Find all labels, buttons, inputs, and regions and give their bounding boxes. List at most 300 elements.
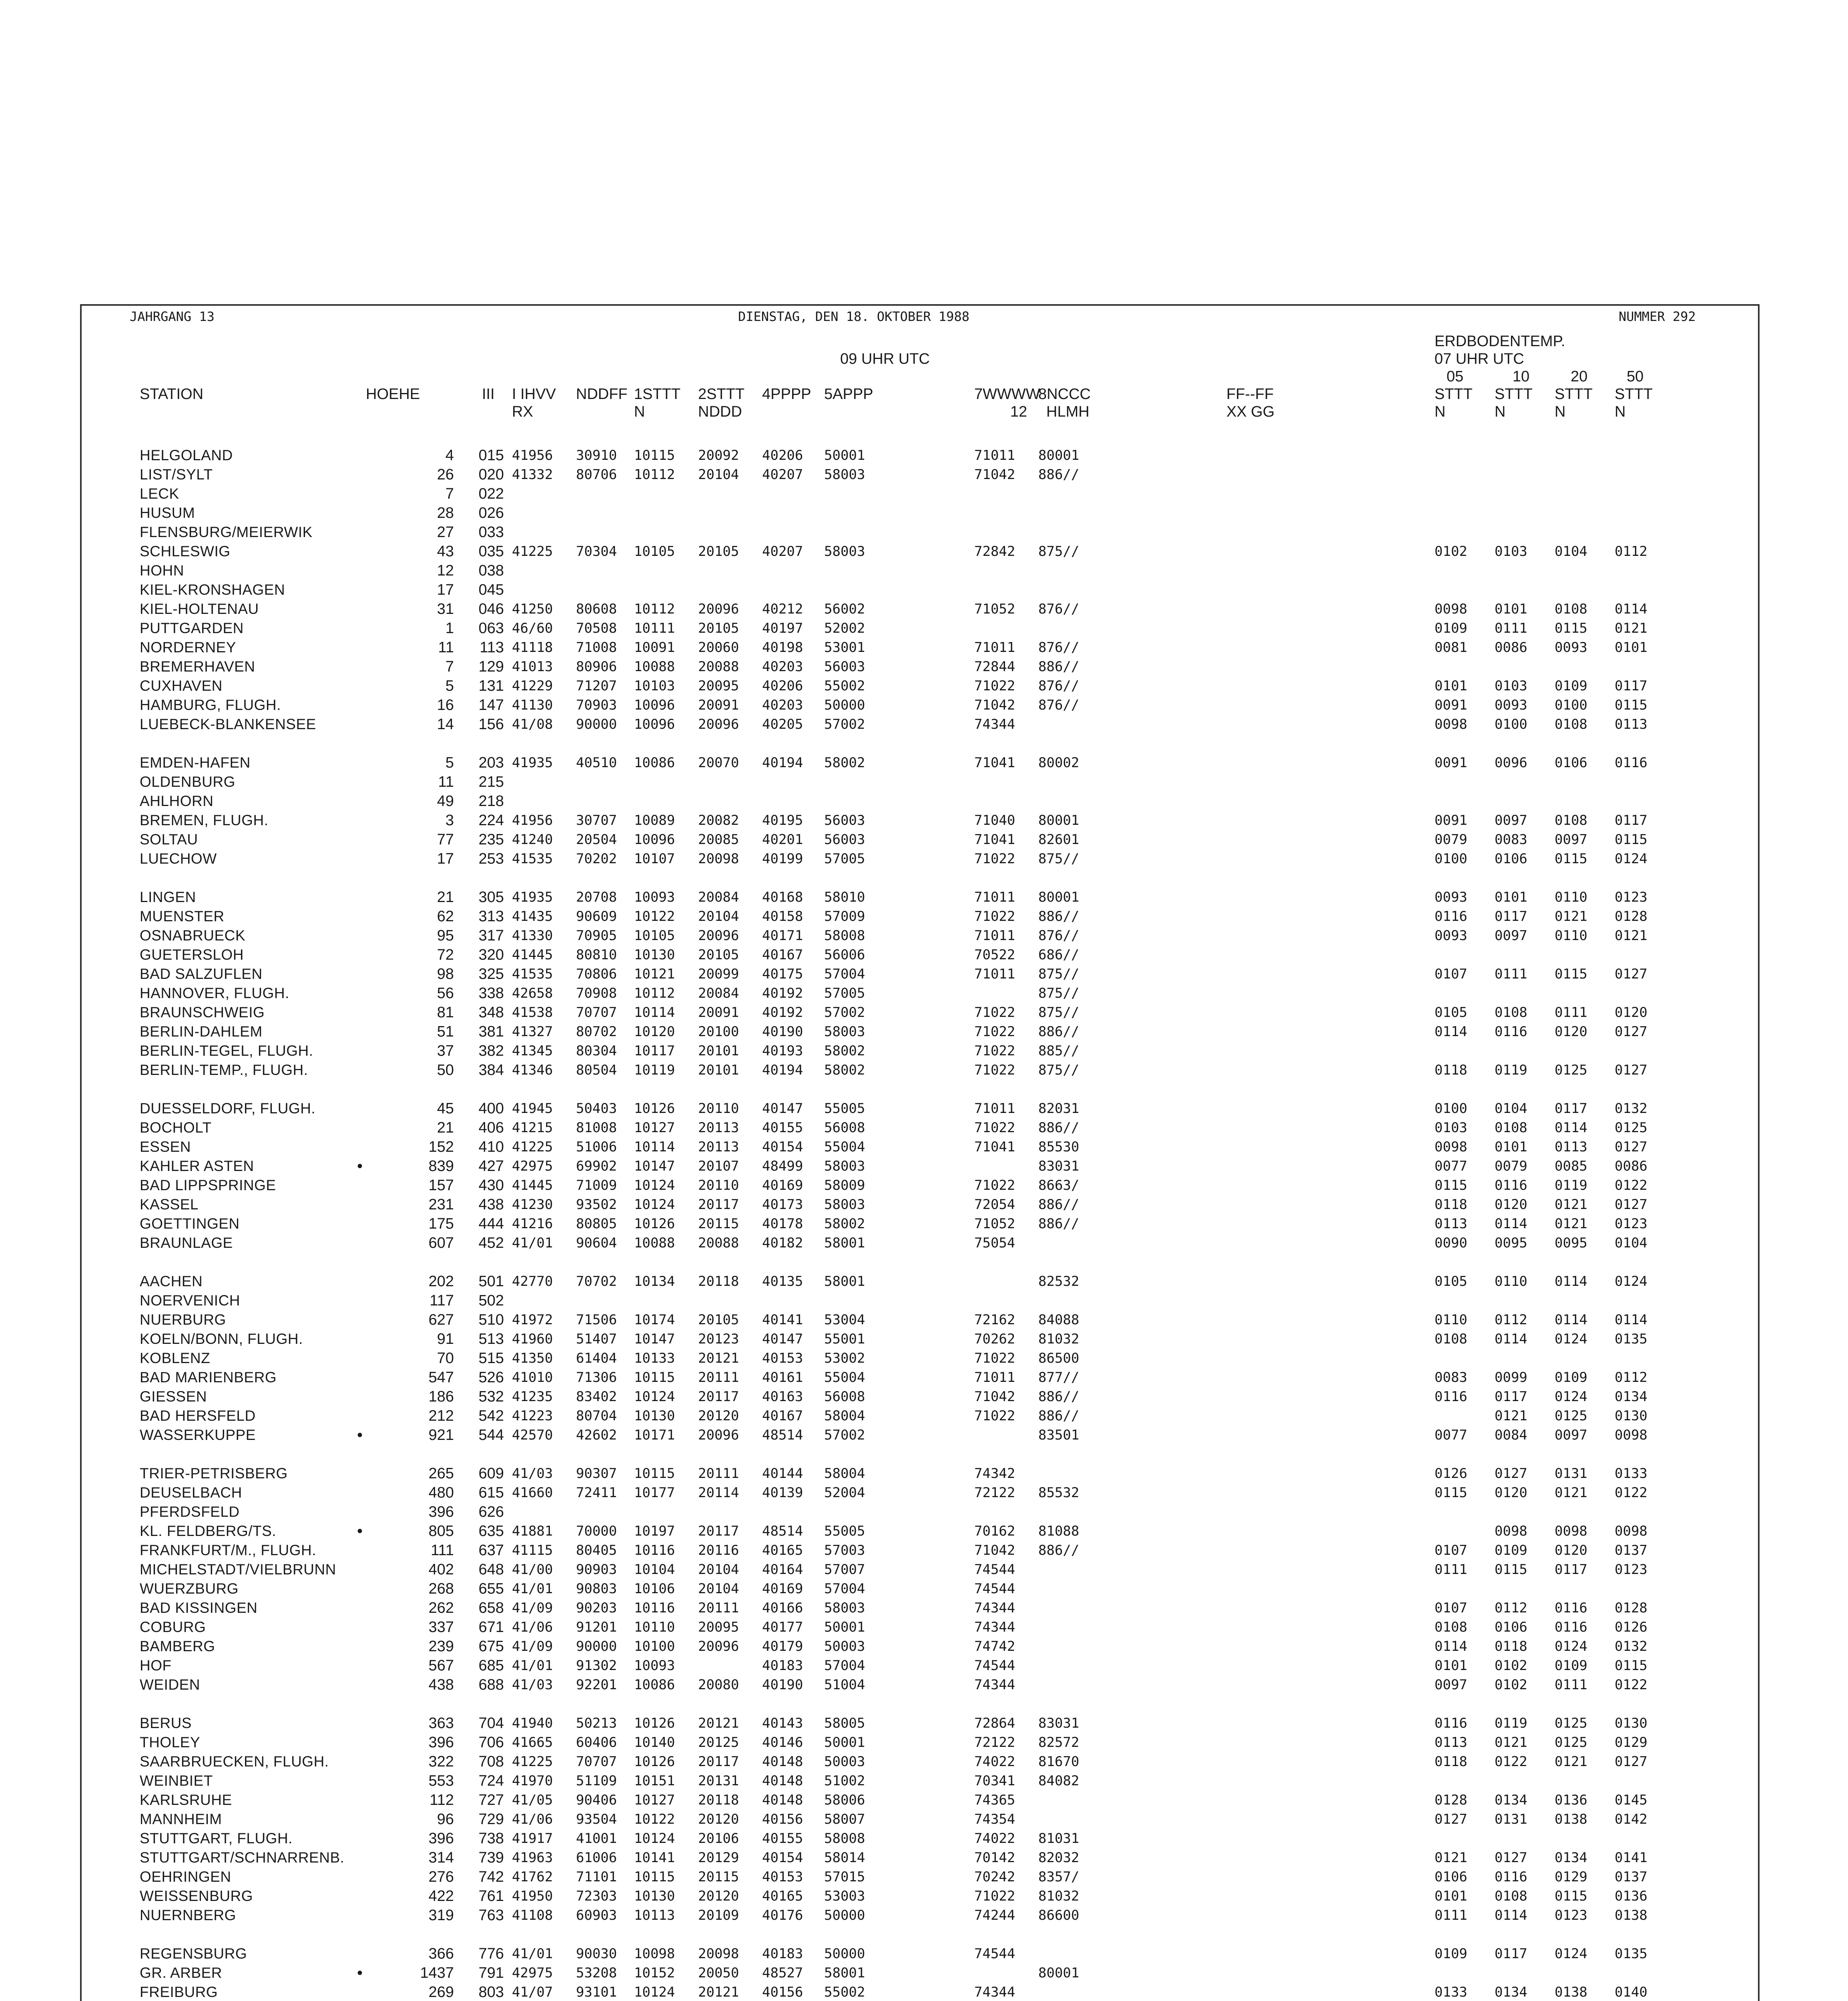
cell-c6: 58003: [824, 1197, 865, 1213]
cell-c1: 42770: [512, 1273, 553, 1289]
cell-s4: 0137: [1615, 1542, 1647, 1558]
station-height: 212: [428, 1408, 454, 1424]
station-index: 452: [478, 1235, 504, 1251]
station-height: 96: [437, 1811, 454, 1828]
table-row: [82, 1944, 1758, 1963]
cell-c3: 10105: [634, 928, 675, 944]
cell-c6: 56002: [824, 601, 865, 617]
station-index: 020: [478, 466, 504, 483]
cell-c8: 85530: [1038, 1139, 1080, 1155]
cell-c1: 41230: [512, 1197, 553, 1213]
station-index: 203: [478, 754, 504, 771]
cell-c1: 41535: [512, 966, 553, 982]
station-name: REGENSBURG: [140, 1945, 247, 1962]
cell-c8: 886//: [1038, 908, 1080, 924]
cell-c5: 40141: [762, 1312, 803, 1328]
station-index: 742: [478, 1869, 504, 1885]
station-height: 480: [428, 1484, 454, 1501]
cell-s2: 0114: [1495, 1216, 1527, 1232]
cell-c4: 20116: [698, 1542, 739, 1558]
cell-c6: 58003: [824, 467, 865, 483]
cell-s3: 0138: [1555, 1811, 1587, 1827]
station-name: KOBLENZ: [140, 1350, 211, 1366]
cell-c4: 20085: [698, 832, 739, 848]
cell-s3: 0124: [1555, 1389, 1587, 1405]
cell-s4: 0117: [1615, 678, 1647, 694]
station-height: 363: [428, 1715, 454, 1732]
cell-c3: 10110: [634, 1619, 675, 1635]
cell-c7: 72162: [974, 1312, 1015, 1328]
table-row: [82, 1752, 1758, 1771]
cell-c4: 20110: [698, 1101, 739, 1117]
cell-s4: 0127: [1615, 1024, 1647, 1040]
cell-c3: 10119: [634, 1062, 675, 1078]
cell-s1: 0083: [1435, 1369, 1467, 1385]
cell-s2: 0079: [1495, 1158, 1527, 1174]
cell-c3: 10124: [634, 1197, 675, 1213]
cell-c7: 71011: [974, 447, 1015, 463]
cell-s1: 0101: [1435, 678, 1467, 694]
cell-c5: 40167: [762, 1408, 803, 1424]
cell-c8: 886//: [1038, 1408, 1080, 1424]
cell-c3: 10089: [634, 812, 675, 828]
cell-c2: 51407: [576, 1331, 617, 1347]
table-row: [82, 503, 1758, 523]
station-index: 147: [478, 697, 504, 714]
station-index: 305: [478, 889, 504, 906]
cell-c8: 80001: [1038, 1965, 1080, 1981]
cell-c6: 50001: [824, 1734, 865, 1750]
cell-s1: 0133: [1435, 1984, 1467, 2000]
cell-c2: 80702: [576, 1024, 617, 1040]
station-height: 276: [428, 1869, 454, 1885]
cell-c1: 41223: [512, 1408, 553, 1424]
cell-s3: 0138: [1555, 1984, 1587, 2000]
cell-c1: 41940: [512, 1715, 553, 1731]
cell-c5: 48527: [762, 1965, 803, 1981]
cell-s3: 0121: [1555, 1216, 1587, 1232]
cell-c6: 58008: [824, 928, 865, 944]
table-row: [82, 1387, 1758, 1406]
station-index: 113: [480, 639, 504, 656]
station-height: 422: [428, 1888, 454, 1905]
cell-c1: 41960: [512, 1331, 553, 1347]
cell-c8: 886//: [1038, 1216, 1080, 1232]
cell-c4: 20104: [698, 467, 739, 483]
station-height: 112: [429, 1792, 454, 1809]
station-index: 038: [478, 562, 504, 579]
station-name: AACHEN: [140, 1273, 203, 1289]
station-index: 410: [478, 1139, 504, 1155]
cell-c8: 886//: [1038, 467, 1080, 483]
cell-c2: 80504: [576, 1062, 617, 1078]
cell-s3: 0125: [1555, 1408, 1587, 1424]
cell-c4: 20113: [698, 1120, 739, 1136]
station-height: 28: [437, 505, 454, 521]
cell-c8: 82031: [1038, 1101, 1080, 1117]
cell-c6: 57009: [824, 908, 865, 924]
cell-c7: 71022: [974, 1043, 1015, 1059]
cell-c3: 10112: [634, 985, 675, 1001]
cell-c5: 40135: [762, 1273, 803, 1289]
cell-c4: 20091: [698, 1005, 739, 1021]
station-name: MANNHEIM: [140, 1811, 222, 1827]
cell-c8: 875//: [1038, 1062, 1080, 1078]
cell-c8: 81032: [1038, 1888, 1080, 1904]
station-height: 231: [428, 1196, 454, 1213]
cell-c4: 20113: [698, 1139, 739, 1155]
cell-c6: 57007: [824, 1562, 865, 1578]
cell-c5: 40167: [762, 947, 803, 963]
cell-s1: 0121: [1435, 1850, 1467, 1866]
cell-c4: 20114: [698, 1485, 739, 1501]
cell-c8: 81032: [1038, 1331, 1080, 1347]
cell-s4: 0135: [1615, 1946, 1647, 1962]
cell-c4: 20099: [698, 966, 739, 982]
cell-s1: 0103: [1435, 1120, 1467, 1136]
station-height: 49: [437, 793, 454, 810]
cell-c3: 10174: [634, 1312, 675, 1328]
cell-c6: 50000: [824, 1907, 865, 1923]
table-row: [82, 1368, 1758, 1387]
col-2sttt-sub: NDDD: [698, 403, 742, 420]
col-nddff: NDDFF: [576, 386, 628, 403]
cell-s3: 0111: [1555, 1005, 1587, 1021]
station-height: 31: [437, 601, 454, 618]
cell-c4: 20109: [698, 1907, 739, 1923]
station-name: NUERNBERG: [140, 1907, 236, 1923]
station-name: KIEL-HOLTENAU: [140, 601, 259, 617]
station-index: 015: [478, 447, 504, 464]
cell-c3: 10124: [634, 1984, 675, 2000]
cell-c6: 58014: [824, 1850, 865, 1866]
cell-s2: 0110: [1495, 1273, 1527, 1289]
col-ff-sub: XX GG: [1226, 403, 1275, 420]
station-name: HOHN: [140, 562, 184, 579]
cell-c5: 48499: [762, 1158, 803, 1174]
station-name: STUTTGART/SCHNARRENB.: [140, 1849, 345, 1866]
table-row: [82, 1983, 1758, 2001]
table-row: [82, 1022, 1758, 1041]
table-row: [82, 619, 1758, 638]
cell-s3: 0117: [1555, 1101, 1587, 1117]
col-iii: III: [482, 386, 495, 403]
cell-c6: 58003: [824, 1600, 865, 1616]
cell-s3: 0093: [1555, 640, 1587, 656]
cell-c2: 53208: [576, 1965, 617, 1981]
cell-c8: 875//: [1038, 851, 1080, 867]
cell-s2: 0119: [1495, 1715, 1527, 1731]
cell-s1: 0111: [1435, 1907, 1467, 1923]
cell-c5: 40207: [762, 467, 803, 483]
cell-s1: 0113: [1435, 1734, 1467, 1750]
cell-c2: 70304: [576, 543, 617, 559]
cell-c6: 56003: [824, 659, 865, 675]
cell-s3: 0085: [1555, 1158, 1587, 1174]
station-index: 045: [478, 581, 504, 598]
cell-c5: 40206: [762, 678, 803, 694]
station-index: 727: [478, 1792, 504, 1809]
cell-c4: 20105: [698, 543, 739, 559]
mountain-station-marker: •: [357, 1964, 363, 1982]
cell-c7: 72842: [974, 543, 1015, 559]
cell-c4: 20101: [698, 1062, 739, 1078]
cell-c7: 71040: [974, 812, 1015, 828]
cell-s4: 0114: [1615, 1312, 1647, 1328]
cell-c2: 91302: [576, 1658, 617, 1674]
cell-c2: 70806: [576, 966, 617, 982]
station-height: 319: [428, 1907, 454, 1924]
station-name: HOF: [140, 1657, 172, 1674]
cell-c8: 8663/: [1038, 1177, 1080, 1193]
cell-c8: 875//: [1038, 543, 1080, 559]
cell-s1: 0110: [1435, 1312, 1467, 1328]
table-row: [82, 1541, 1758, 1560]
cell-s3: 0114: [1555, 1120, 1587, 1136]
cell-c4: 20117: [698, 1197, 739, 1213]
cell-c1: 41/05: [512, 1792, 553, 1808]
cell-s4: 0126: [1615, 1619, 1647, 1635]
table-row: [82, 1887, 1758, 1906]
station-height: 3: [445, 812, 454, 829]
cell-c4: 20100: [698, 1024, 739, 1040]
cell-c3: 10134: [634, 1273, 675, 1289]
table-row: [82, 830, 1758, 849]
cell-c3: 10107: [634, 851, 675, 867]
cell-c7: 74344: [974, 1600, 1015, 1616]
soil-depth-50: 50: [1627, 368, 1644, 385]
cell-c3: 10122: [634, 1811, 675, 1827]
cell-c6: 50000: [824, 697, 865, 713]
cell-c1: 42975: [512, 1965, 553, 1981]
station-name: BERLIN-TEMP., FLUGH.: [140, 1062, 308, 1078]
col-5appp: 5APPP: [824, 386, 873, 403]
cell-c8: 686//: [1038, 947, 1080, 963]
cell-c6: 57005: [824, 985, 865, 1001]
cell-c5: 40146: [762, 1734, 803, 1750]
table-row: [82, 542, 1758, 561]
cell-s2: 0101: [1495, 601, 1527, 617]
cell-s2: 0112: [1495, 1312, 1527, 1328]
cell-c4: 20107: [698, 1158, 739, 1174]
cell-c2: 90609: [576, 908, 617, 924]
cell-c3: 10177: [634, 1485, 675, 1501]
station-index: 706: [478, 1734, 504, 1751]
cell-s4: 0136: [1615, 1888, 1647, 1904]
cell-s1: 0105: [1435, 1273, 1467, 1289]
cell-c2: 90000: [576, 1638, 617, 1654]
station-index: 791: [478, 1965, 504, 1981]
station-index: 515: [478, 1350, 504, 1367]
station-name: KIEL-KRONSHAGEN: [140, 581, 285, 598]
cell-c7: 71042: [974, 697, 1015, 713]
cell-c4: 20070: [698, 755, 739, 771]
observation-time: 09 UHR UTC: [840, 351, 930, 367]
cell-c5: 40195: [762, 812, 803, 828]
cell-c3: 10133: [634, 1350, 675, 1366]
cell-c3: 10106: [634, 1581, 675, 1597]
cell-c3: 10126: [634, 1754, 675, 1770]
cell-s1: 0097: [1435, 1677, 1467, 1693]
station-height: 95: [437, 927, 454, 944]
cell-c6: 50001: [824, 447, 865, 463]
cell-s4: 0098: [1615, 1523, 1647, 1539]
station-name: KASSEL: [140, 1196, 199, 1213]
table-row: [82, 945, 1758, 964]
station-index: 035: [478, 543, 504, 560]
station-name: FLENSBURG/MEIERWIK: [140, 524, 313, 540]
station-name: SOLTAU: [140, 831, 198, 848]
cell-c8: 875//: [1038, 985, 1080, 1001]
cell-c7: 70142: [974, 1850, 1015, 1866]
station-index: 348: [478, 1004, 504, 1021]
cell-s2: 0121: [1495, 1408, 1527, 1424]
cell-s4: 0127: [1615, 1197, 1647, 1213]
station-name: GR. ARBER: [140, 1965, 222, 1981]
cell-c7: 71022: [974, 1408, 1015, 1424]
cell-c2: 20504: [576, 832, 617, 848]
cell-c5: 40169: [762, 1177, 803, 1193]
station-height: 175: [428, 1215, 454, 1232]
station-height: 921: [428, 1427, 454, 1444]
cell-c6: 57015: [824, 1869, 865, 1885]
cell-s1: 0116: [1435, 1389, 1467, 1405]
station-height: 567: [428, 1657, 454, 1674]
cell-c3: 10126: [634, 1216, 675, 1232]
cell-c5: 40153: [762, 1869, 803, 1885]
cell-c8: 886//: [1038, 1197, 1080, 1213]
cell-c3: 10122: [634, 908, 675, 924]
cell-c6: 56003: [824, 812, 865, 828]
cell-c6: 58003: [824, 1024, 865, 1040]
cell-c1: 41250: [512, 601, 553, 617]
cell-c8: 81670: [1038, 1754, 1080, 1770]
cell-c4: 20104: [698, 1562, 739, 1578]
issue-number: NUMMER 292: [1619, 309, 1696, 324]
station-height: 16: [437, 697, 454, 714]
cell-c4: 20105: [698, 947, 739, 963]
station-index: 739: [478, 1849, 504, 1866]
cell-c4: 20125: [698, 1734, 739, 1750]
station-name: SCHLESWIG: [140, 543, 231, 559]
col-7wwww-sub: 12: [1010, 403, 1027, 420]
cell-c5: 40169: [762, 1581, 803, 1597]
cell-s3: 0116: [1555, 1619, 1587, 1635]
table-row: [82, 1963, 1758, 1983]
table-row: [82, 523, 1758, 542]
table-row: [82, 1349, 1758, 1368]
cell-c7: 74342: [974, 1466, 1015, 1482]
cell-c7: 70341: [974, 1773, 1015, 1789]
cell-s2: 0119: [1495, 1062, 1527, 1078]
cell-s1: 0115: [1435, 1177, 1467, 1193]
cell-c8: 876//: [1038, 640, 1080, 656]
station-height: 314: [428, 1849, 454, 1866]
station-height: 262: [428, 1600, 454, 1616]
cell-c5: 40143: [762, 1715, 803, 1731]
cell-c6: 50003: [824, 1754, 865, 1770]
cell-c2: 90903: [576, 1562, 617, 1578]
cell-c5: 48514: [762, 1523, 803, 1539]
cell-c4: 20088: [698, 1235, 739, 1251]
cell-c2: 80810: [576, 947, 617, 963]
station-name: BERLIN-TEGEL, FLUGH.: [140, 1043, 313, 1059]
station-name: BAMBERG: [140, 1638, 215, 1654]
cell-c4: 20131: [698, 1773, 739, 1789]
cell-c4: 20120: [698, 1408, 739, 1424]
cell-c3: 10086: [634, 1677, 675, 1693]
station-index: 438: [478, 1196, 504, 1213]
station-name: AHLHORN: [140, 793, 214, 809]
cell-c5: 40190: [762, 1677, 803, 1693]
station-name: GIESSEN: [140, 1388, 207, 1405]
station-index: 724: [478, 1772, 504, 1789]
cell-s4: 0140: [1615, 1984, 1647, 2000]
cell-c4: 20098: [698, 1946, 739, 1962]
cell-c8: 82601: [1038, 832, 1080, 848]
cell-c6: 52002: [824, 620, 865, 636]
cell-c5: 40161: [762, 1369, 803, 1385]
cell-s3: 0131: [1555, 1466, 1587, 1482]
cell-c2: 93504: [576, 1811, 617, 1827]
cell-c5: 40156: [762, 1984, 803, 2000]
cell-c6: 53001: [824, 640, 865, 656]
cell-c6: 55002: [824, 678, 865, 694]
table-row: [82, 792, 1758, 811]
cell-s2: 0116: [1495, 1024, 1527, 1040]
cell-s2: 0114: [1495, 1907, 1527, 1923]
cell-s1: 0107: [1435, 1600, 1467, 1616]
cell-s3: 0124: [1555, 1946, 1587, 1962]
cell-c2: 70903: [576, 697, 617, 713]
cell-c8: 8357/: [1038, 1869, 1080, 1885]
cell-s2: 0117: [1495, 908, 1527, 924]
cell-s3: 0114: [1555, 1312, 1587, 1328]
station-index: 131: [478, 678, 504, 694]
cell-c1: 41963: [512, 1850, 553, 1866]
cell-c1: 41956: [512, 447, 553, 463]
station-index: 382: [478, 1043, 504, 1059]
station-name: KARLSRUHE: [140, 1792, 232, 1808]
cell-c6: 57004: [824, 1658, 865, 1674]
cell-c6: 58010: [824, 889, 865, 905]
col-1sttt: 1STTT: [634, 386, 681, 403]
table-row: [82, 657, 1758, 676]
station-height: 11: [438, 639, 454, 656]
cell-c5: 40156: [762, 1811, 803, 1827]
cell-s4: 0128: [1615, 1600, 1647, 1616]
cell-s4: 0098: [1615, 1427, 1647, 1443]
cell-s4: 0124: [1615, 1273, 1647, 1289]
cell-s4: 0135: [1615, 1331, 1647, 1347]
station-height: 56: [437, 985, 454, 1002]
cell-c7: 71011: [974, 966, 1015, 982]
cell-s4: 0127: [1615, 966, 1647, 982]
cell-c5: 40190: [762, 1024, 803, 1040]
table-row: [82, 599, 1758, 619]
station-name: BAD SALZUFLEN: [140, 966, 263, 982]
table-row: [82, 1310, 1758, 1329]
cell-c7: 74742: [974, 1638, 1015, 1654]
cell-c1: 41/09: [512, 1600, 553, 1616]
station-height: 45: [437, 1100, 454, 1117]
station-name: DUESSELDORF, FLUGH.: [140, 1100, 316, 1117]
cell-c1: 41330: [512, 928, 553, 944]
cell-c2: 20708: [576, 889, 617, 905]
cell-c4: 20084: [698, 889, 739, 905]
cell-c7: 74544: [974, 1658, 1015, 1674]
cell-c2: 71101: [576, 1869, 617, 1885]
